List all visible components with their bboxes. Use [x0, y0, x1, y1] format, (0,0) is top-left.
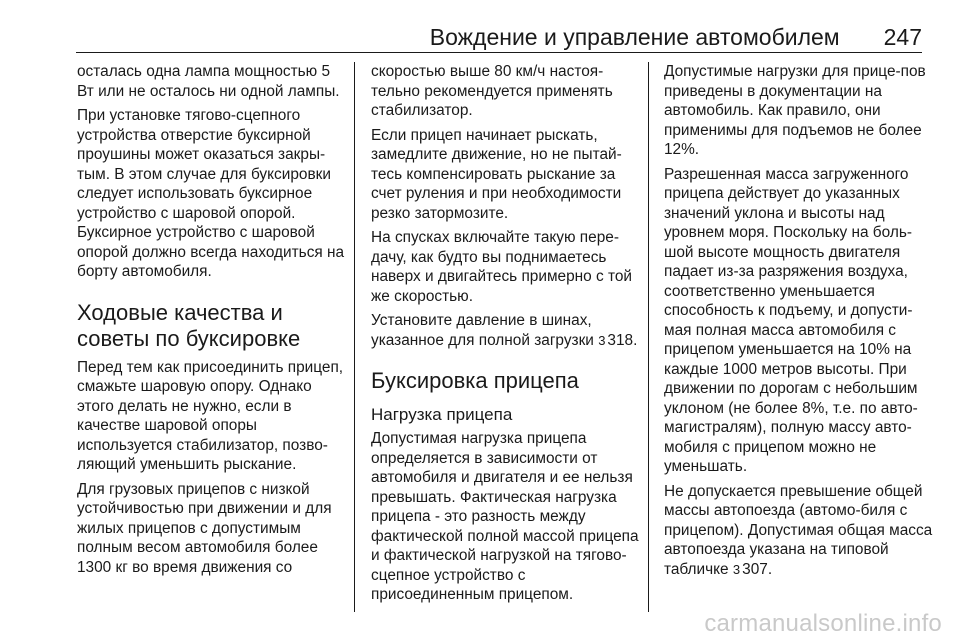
text-column-2: [371, 62, 641, 610]
page-reference-link[interactable]: [598, 332, 637, 349]
paragraph: Допустимая нагрузка прицепа определяется в зависимости от автомобиля и двигателя и ее нельзя превышать. Фактическая нагрузка прицепа - это разность между фактической полной массой прицепа и фактической нагрузкой на тягово-сцепное устройство с присоединенным прицепом.: [371, 430, 639, 603]
section-title: Вождение и управление автомобилем: [429, 24, 840, 50]
watermark: carmanualsonline.info: [704, 610, 942, 637]
paragraph: осталась одна лампа мощностью 5 Вт или не осталось ни одной лампы.: [77, 63, 340, 100]
paragraph-with-reference: [664, 482, 934, 580]
paragraph-text: Установите давление в шинах, указанное для полной загрузки: [371, 312, 594, 349]
paragraph: скоростью выше 80 км/ч настоя-тельно рекомендуется применять стабилизатор.: [371, 63, 613, 119]
page-reference-icon: 3: [732, 561, 741, 577]
subheading-trailer-load: Нагрузка прицепа: [371, 405, 513, 424]
paragraph: Разрешенная масса загруженного прицепа действует до указанных значений уклона и высоты над уровнем моря. Поскольку на боль-шой высоте мощность двигателя падает из-за разряжения воздуха, соответственно уменьшается способность к подъему, и допусти-мая полная масса автомобиля с прицепом уменьшается на 10% на каждые 1000 метров высоты. При движении по дорогам с небольшим уклоном (не более 8%, т.е. по авто-магистралям), полную массу авто-мобиля с прицепом можно не уменьшать.: [664, 165, 918, 475]
page-reference-number: 307.: [742, 560, 773, 578]
paragraph: Перед тем как присоединить прицеп, смажьте шаровую опору. Однако этого делать не нужно, если в качестве шаровой опоры используется стабилизатор, позво-ляющий уменьшить рыскание.: [77, 358, 344, 473]
page-reference-icon: 3: [598, 332, 606, 348]
heading-driving-tips: Ходовые качества и советы по буксировке: [77, 299, 301, 351]
column-divider: [648, 62, 649, 612]
paragraph: На спусках включайте такую пере-дачу, как будто вы поднимаетесь наверх и двигайтесь примерно с той же скоростью.: [371, 229, 632, 305]
page-reference-number: 318.: [607, 331, 638, 349]
page-number: 247: [883, 24, 922, 50]
paragraph: Если прицеп начинает рыскать, замедлите движение, но не пытай-тесь компенсировать рыскание за счет руления и при необходимости резко затормозите.: [371, 126, 622, 222]
paragraph-text: Не допускается превышение общей массы автопоезда (автомо-биля с прицепом). Допустимая общая масса автопоезда указана на типовой табличке: [664, 482, 933, 578]
paragraph: При установке тягово-сцепного устройства отверстие буксирной проушины может оказаться закры-тым. В этом случае для буксировки следует использовать буксирное устройство с шаровой опорой. Буксирное устройство с шаровой опорой должно всегда находиться на борту автомобиля.: [77, 107, 345, 280]
heading-trailer-towing: Буксировка прицепа: [371, 368, 579, 393]
paragraph: Для грузовых прицепов с низкой устойчивостью при движении и для жилых прицепов с допустимым полным весом автомобиля более 1300 кг во время движения со: [77, 480, 332, 576]
paragraph: Допустимые нагрузки для прице-пов приведены в документации на автомобиль. Как правило, они применимы для подъемов не более 12%.: [664, 63, 926, 158]
page-reference-link[interactable]: [733, 561, 772, 578]
page-header: [76, 18, 922, 53]
paragraph-with-reference: [371, 311, 641, 350]
text-column-3: [664, 62, 934, 584]
column-divider: [354, 62, 355, 612]
text-column-1: [77, 62, 347, 582]
